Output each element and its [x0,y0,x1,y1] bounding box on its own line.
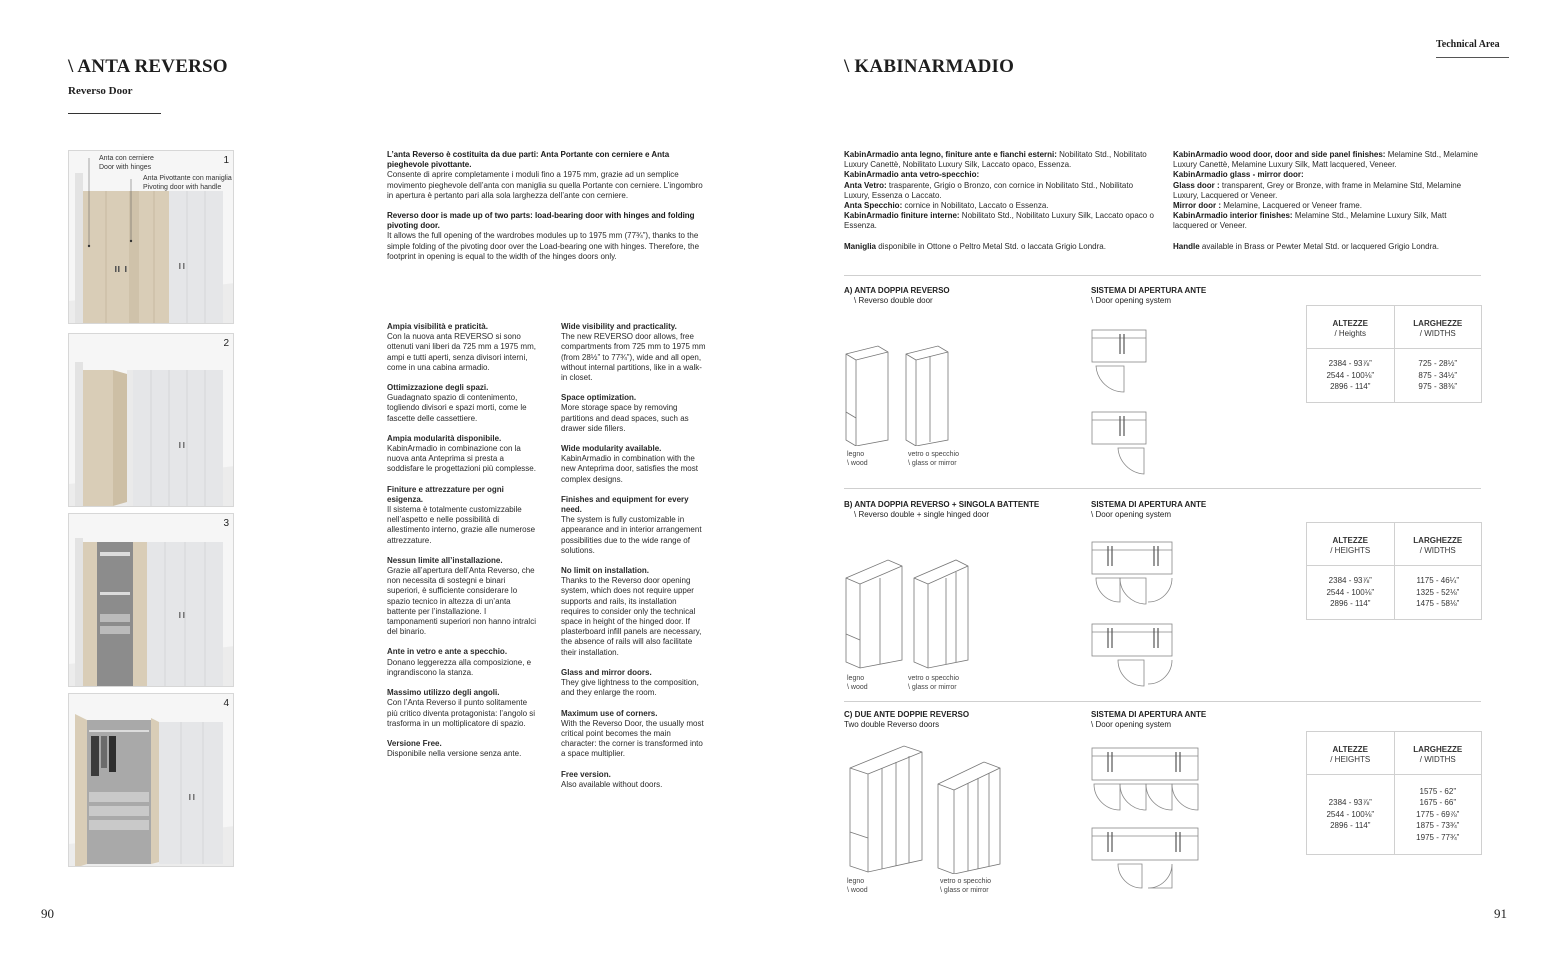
height-value: 2384 - 93⅞” [1328,576,1372,586]
feature-title: Versione Free. [387,738,442,748]
feature-paragraph [387,322,537,373]
feature-title: Ampia modularità disponibile. [387,433,502,443]
finish-key: KabinArmadio anta vetro-specchio: [844,170,980,180]
height-value: 2384 - 93⅞” [1328,359,1372,369]
feature-paragraph [387,556,537,638]
left-page-title: \ ANTA REVERSO [68,56,228,77]
finish-line [1173,170,1483,180]
feature-title: Nessun limite all’installazione. [387,555,503,565]
finish-value: trasparente, Grigio o Bronzo, con cornice in Nobilitato Std., Nobilitato Luxury, Essenza o Laccato. [844,180,1134,200]
section-c-caption-wood: legno \ wood [847,878,868,894]
finish-line [844,201,1154,211]
feature-title: Finishes and equipment for every need. [561,494,689,515]
image-number: 3 [223,518,229,529]
feature-body: The new REVERSO door allows, free compartments from 725 mm to 1975 mm (from 28½” to 77¾”), wide and all open, without internal partitions, like in a walk-in closet. [561,332,706,383]
finish-line [1173,181,1483,201]
finish-key: Anta Specchio: [844,201,903,211]
finish-value: cornice in Nobilitato, Laccato o Essenza. [904,201,1049,211]
feature-paragraph [387,383,537,424]
feature-body: Donano leggerezza alla composizione, e ingrandiscono la stanza. [387,657,532,677]
subtitle-underline [68,113,161,114]
feature-paragraph [561,709,707,760]
section-b-caption-glass: vetro o specchio \ glass or mirror [908,675,959,691]
feature-title: Ottimizzazione degli spazi. [387,383,489,393]
section-b-caption-wood: legno \ wood [847,675,868,691]
feature-title: Ampia visibilità e praticità. [387,322,488,331]
section-b-opening-diagram [1088,538,1178,690]
feature-title: No limit on installation. [561,566,649,576]
image-number: 1 [223,155,229,166]
finish-key: Mirror door : [1173,201,1221,211]
feature-body: Thanks to the Reverso door opening system, which does not require upper supports and rails, its installation requires to consider only the technical space in height of the hinged door. If plasterboard infill panels are necessary, the absence of rails will also facilitate their installation. [561,576,702,657]
feature-body: They give lightness to the composition, and they enlarge the room. [561,678,699,698]
left-page-number: 90 [41,906,54,921]
section-a-caption-glass: vetro o specchio \ glass or mirror [908,451,959,467]
finish-value: Nobilitato Std., Nobilitato Luxury Canettè, Nobilitato Luxury Silk, Laccato opaco, Essenza. [844,150,1147,170]
finish-key: KabinArmadio wood door, door and side panel finishes: [1173,150,1386,159]
section-c-system-title: SISTEMA DI APERTURA ANTE \ Door opening system [1091,710,1207,729]
section-c-dimensions-table: ALTEZZE / HEIGHTS LARGHEZZE / WIDTHS 2384 - 93⅞” 2544 - 100⅛” 2896 - 114” 1575 - 62” 1675 - 66” 1775 - 69⅞” 1875 - 73¾” 1975 - 77¾” [1306,731,1482,855]
width-value: 1575 - 62” [1419,786,1456,796]
feature-body: Also available without doors. [561,779,663,789]
wardrobe-image-4 [68,693,234,867]
intro-it-body: Consente di aprire completamente i moduli fino a 1975 mm, grazie ad un semplice movimento pieghevole dell’anta con maniglia su quella Portante con cerniere. L’ingombro in apertura è pertanto pari alla sola larghezza dell’ante con cerniere. [387,170,703,200]
feature-paragraph [387,647,537,678]
feature-paragraph [561,393,707,434]
width-value: 1175 - 46¼” [1416,576,1460,586]
section-c-caption-glass: vetro o specchio \ glass or mirror [940,878,991,894]
feature-paragraph [561,566,707,658]
section-a-caption-wood: legno \ wood [847,451,868,467]
section-b-system-title: SISTEMA DI APERTURA ANTE \ Door opening system [1091,500,1207,519]
feature-paragraph [387,485,537,546]
finish-value: Melamine, Lacquered or Veneer frame. [1223,201,1362,211]
wardrobe-image-1 [68,150,234,324]
section-a-wardrobe-drawing [842,340,962,446]
width-value: 1975 - 77¾” [1416,832,1460,842]
section-b-wardrobe-drawing [842,556,972,670]
finish-value: Melamine Std., Melamine Luxury Canettè, Melamine Luxury Silk, Matt lacquered, Veneer. [1173,150,1478,170]
feature-body: Con l’Anta Reverso il punto solitamente più critico diventa protagonista: l’angolo si trasforma in un moltiplicatore di spazio. [387,698,536,728]
height-value: 2896 - 114” [1330,382,1371,392]
feature-paragraph [387,739,537,759]
handle-line [1173,242,1483,252]
height-value: 2544 - 100⅛” [1326,809,1375,819]
finishes-block [1173,150,1483,232]
feature-body: Disponibile nella versione senza ante. [387,749,522,759]
feature-paragraph [561,495,707,556]
section-c-opening-diagram [1088,744,1202,892]
width-value: 975 - 38⅜” [1418,382,1458,392]
features-english [561,322,707,800]
section-b-dimensions-table: ALTEZZE / HEIGHTS LARGHEZZE / WIDTHS 2384 - 93⅞” 2544 - 100⅛” 2896 - 114” 1175 - 46¼” 1325 - 52⅛” 1475 - 58⅛” [1306,522,1482,620]
feature-body: More storage space by removing partitions and dead spaces, such as drawer side fillers. [561,403,689,433]
section-a-system-title: SISTEMA DI APERTURA ANTE \ Door opening system [1091,286,1207,305]
feature-paragraph [561,444,707,485]
feature-title: Space optimization. [561,393,637,403]
feature-body: With the Reverso Door, the usually most critical point becomes the main character: the corner is transformed into a space multiplier. [561,718,704,759]
finish-key: KabinArmadio finiture interne: [844,211,960,221]
feature-title: Maximum use of corners. [561,708,658,718]
finish-line [844,170,1154,180]
height-value: 2896 - 114” [1330,599,1371,609]
finishes-english [1173,150,1483,252]
width-value: 1875 - 73¾” [1416,821,1460,831]
intro-it-title: L’anta Reverso è costituita da due parti: Anta Portante con cerniere e Anta pieghevole pivottante. [387,150,670,170]
finish-value: transparent, Grey or Bronze, with frame in Melamine Std, Melamine Luxury, Lacquered or Veneer. [1173,180,1462,200]
wardrobe-folded-illustration [69,514,234,687]
image-number: 4 [223,698,229,709]
width-value: 1475 - 58⅛” [1416,599,1460,609]
feature-body: The system is fully customizable in appearance and in interior arrangement possibilities due to the wide range of solutions. [561,515,702,555]
callout-pivoting-door: Anta Pivottante con maniglia Pivoting door with handle [143,175,232,191]
height-value: 2544 - 100⅛” [1326,370,1375,380]
callout-hinged-door: Anta con cerniere Door with hinges [99,155,154,171]
width-value: 1325 - 52⅛” [1416,587,1460,597]
height-value: 2896 - 114” [1330,821,1371,831]
right-page-number: 91 [1494,906,1507,921]
header-tag-underline [1436,57,1509,58]
finish-line [844,211,1154,231]
wardrobe-image-2 [68,333,234,507]
feature-paragraph [561,770,707,790]
feature-title: Glass and mirror doors. [561,667,652,677]
feature-title: Ante in vetro e ante a specchio. [387,647,508,657]
finishes-block [844,150,1154,232]
finish-key: KabinArmadio interior finishes: [1173,211,1293,221]
finishes-italian [844,150,1154,252]
handle-value: available in Brass or Pewter Metal Std. or lacquered Grigio Londra. [1201,241,1439,251]
finish-key: Anta Vetro: [844,180,887,190]
feature-paragraph [561,668,707,699]
finish-key: Glass door : [1173,180,1220,190]
intro-en-body: It allows the full opening of the wardrobes modules up to 1975 mm (77¾”), thanks to the simple folding of the pivoting door over the Load-bearing one with hinges. Therefore, the footprint in opening is equal to the width of the hinges doors only. [387,231,700,261]
finish-value: Nobilitato Std., Nobilitato Luxury Silk, Laccato opaco o Essenza. [844,211,1154,231]
divider [844,488,1481,489]
left-page-subtitle: Reverso Door [68,85,133,97]
feature-title: Free version. [561,769,611,779]
intro-en-title: Reverso door is made up of two parts: load-bearing door with hinges and folding pivoting door. [387,211,695,231]
feature-paragraph [387,688,537,729]
right-page-title: \ KABINARMADIO [844,56,1015,77]
finish-key: KabinArmadio anta legno, finiture ante e fianchi esterni: [844,150,1057,159]
feature-body: Guadagnato spazio di contenimento, togliendo divisori e spazi morti, come le fascette delle cassettiere. [387,393,527,423]
width-value: 725 - 28½” [1418,359,1458,369]
image-number: 2 [223,338,229,349]
width-value: 1675 - 66” [1419,798,1456,808]
width-value: 1775 - 69⅞” [1416,809,1460,819]
feature-body: Il sistema è totalmente customizzabile nell’aspetto e nelle possibilità di allestimento interno, grazie alle numerose attrezzature. [387,505,536,545]
handle-value: disponibile in Ottone o Peltro Metal Std. o laccata Grigio Londra. [878,241,1106,251]
section-a-dimensions-table: ALTEZZE / Heights LARGHEZZE / WIDTHS 2384 - 93⅞” 2544 - 100⅛” 2896 - 114” 725 - 28½” 875 - 34½” 975 - 38⅜” [1306,305,1482,403]
wardrobe-image-3 [68,513,234,687]
finish-line [1173,211,1483,231]
feature-title: Massimo utilizzo degli angoli. [387,688,500,698]
feature-paragraph [561,322,707,383]
header-tag: Technical Area [1436,39,1500,50]
feature-title: Wide modularity available. [561,444,662,454]
section-a-opening-diagram [1088,326,1152,478]
section-a-title: A) ANTA DOPPIA REVERSO \ Reverso double door [844,286,950,305]
feature-body: Con la nuova anta REVERSO si sono ottenuti vani liberi da 725 mm a 1975 mm, ampi e tutti aperti, senza divisori interni, come in una cabina armadio. [387,332,536,372]
height-value: 2544 - 100⅛” [1326,587,1375,597]
section-c-title: C) DUE ANTE DOPPIE REVERSO Two double Reverso doors [844,710,970,729]
feature-body: KabinArmadio in combinazione con la nuova anta Anteprima si presta a soddisfare le progettazioni più complesse. [387,444,536,474]
intro-text [387,150,707,272]
divider [844,701,1481,702]
handle-line [844,242,1154,252]
height-value: 2384 - 93⅞” [1328,798,1372,808]
features-italian [387,322,537,769]
section-c-wardrobe-drawing [846,742,1006,874]
handle-key: Maniglia [844,241,877,251]
section-b-title: B) ANTA DOPPIA REVERSO + SINGOLA BATTENTE \ Reverso double + single hinged door [844,500,1040,519]
wardrobe-opening-illustration [69,334,234,507]
feature-paragraph [387,434,537,475]
finish-key: KabinArmadio glass - mirror door: [1173,170,1304,180]
divider [844,275,1481,276]
feature-title: Wide visibility and practicality. [561,322,677,331]
finish-line [844,150,1154,170]
handle-key: Handle [1173,241,1200,251]
finish-value: Melamine Std., Melamine Luxury Silk, Matt lacquered or Veneer. [1173,211,1447,231]
finish-line [844,181,1154,201]
width-value: 875 - 34½” [1418,370,1458,380]
feature-body: Grazie all’apertura dell’Anta Reverso, che non necessita di sostegni e binari superiori, è sufficiente considerare lo spazio tecnico in altezza di un’anta battente per l’installazione. I tamponamenti superiori non hanno intralci del binario. [387,566,536,637]
wardrobe-open-interior-illustration [69,694,234,867]
feature-body: KabinArmadio in combination with the new Anteprima door, satisfies the most complex designs. [561,454,698,484]
feature-title: Finiture e attrezzature per ogni esigenza. [387,484,504,504]
finish-line [1173,150,1483,170]
finish-line [1173,201,1483,211]
